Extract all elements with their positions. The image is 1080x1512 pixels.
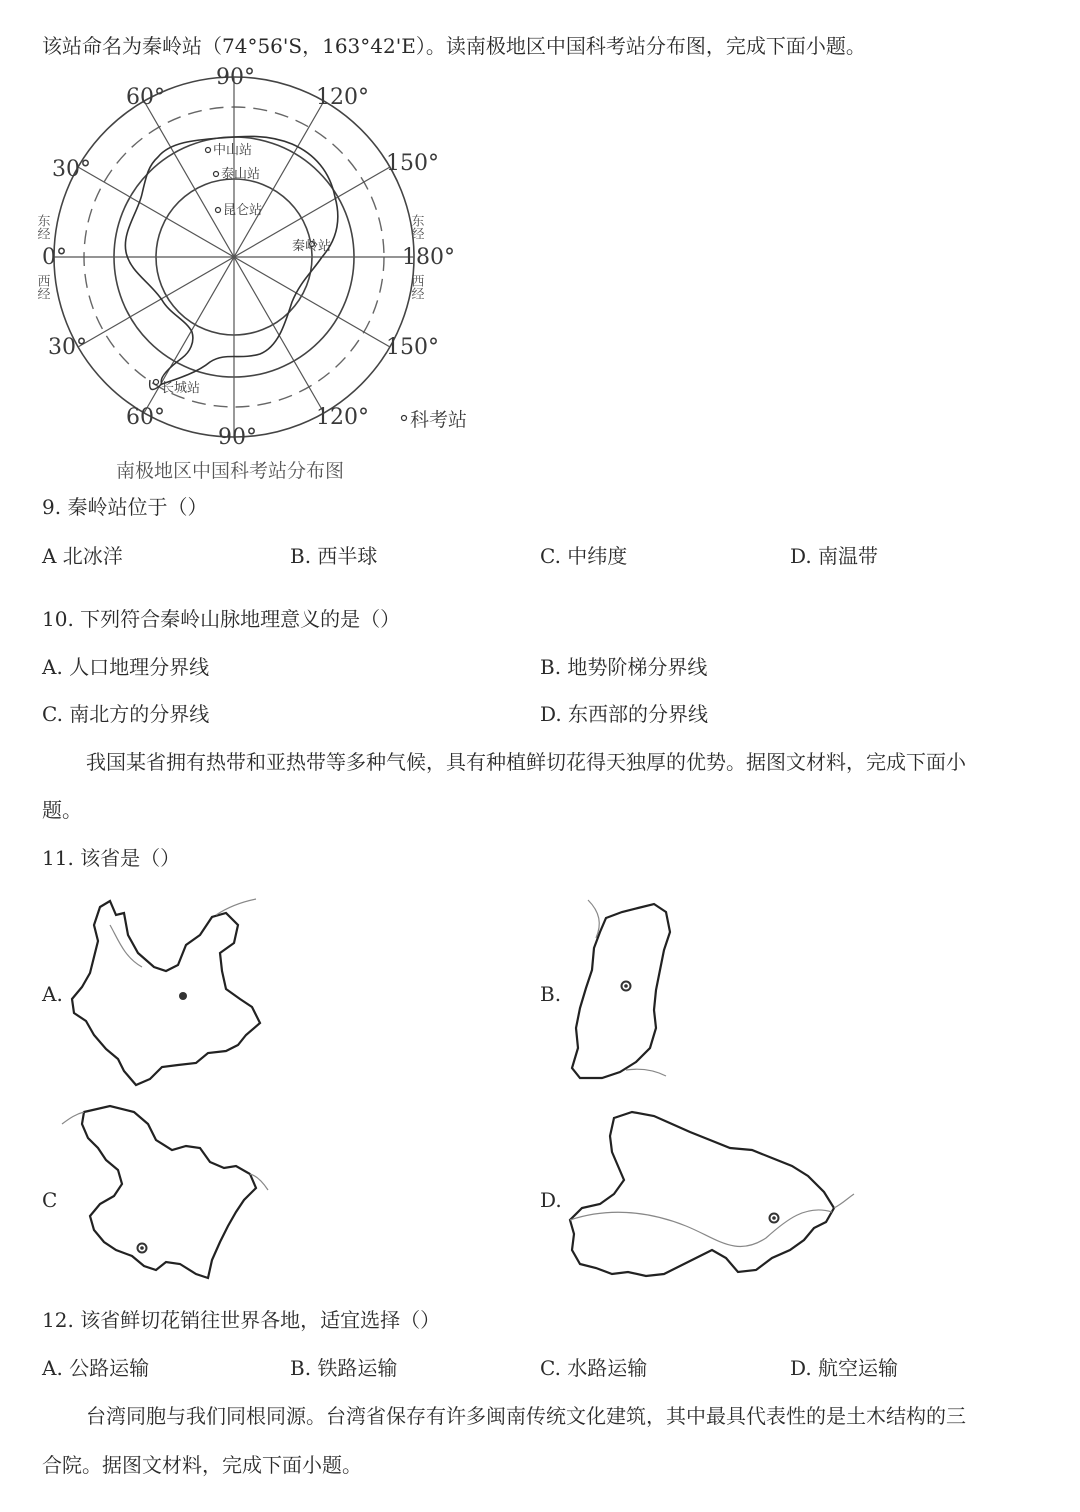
q10-option-c[interactable]: C. 南北方的分界线 [42, 702, 210, 726]
q10-option-a[interactable]: A. 人口地理分界线 [42, 655, 210, 679]
q11-label-c[interactable]: C [42, 1188, 58, 1212]
lon-top: 90° [216, 65, 255, 90]
lon-bottom-left: 60° [126, 405, 165, 430]
station-changcheng: 长城站 [161, 381, 201, 396]
q12-option-b[interactable]: B. 铁路运输 [290, 1356, 398, 1380]
q9-option-d[interactable]: D. 南温带 [790, 544, 879, 568]
intro-text: 该站命名为秦岭站（74°56'S，163°42'E）。读南极地区中国科考站分布图，完成下面小题。 [42, 34, 866, 58]
antarctic-station-map [30, 62, 500, 482]
province-map-b[interactable] [566, 898, 676, 1086]
q9-stem: 9. 秦岭站位于（） [42, 495, 208, 519]
q11-label-a[interactable]: A. [42, 982, 63, 1006]
passage2-line2: 合院。据图文材料，完成下面小题。 [42, 1453, 362, 1477]
province-map-d[interactable] [566, 1108, 856, 1280]
province-map-c[interactable] [60, 1104, 270, 1294]
passage1-line1: 我国某省拥有热带和亚热带等多种气候，具有种植鲜切花得天独厚的优势。据图文材料，完成下面小 [86, 750, 966, 774]
station-kunlun: 昆仑站 [223, 203, 263, 218]
map-caption: 南极地区中国科考站分布图 [116, 460, 345, 482]
side-east-right: 东经 [408, 214, 424, 240]
lon-lower-left: 30° [48, 335, 87, 360]
q12-option-c[interactable]: C. 水路运输 [540, 1356, 648, 1380]
province-map-a[interactable] [66, 895, 266, 1090]
q10-option-d[interactable]: D. 东西部的分界线 [540, 702, 709, 726]
passage2-line1: 台湾同胞与我们同根同源。台湾省保存有许多闽南传统文化建筑，其中最具代表性的是土木结构的三 [86, 1404, 966, 1428]
lon-bottom-right: 120° [316, 405, 369, 430]
side-west-right: 西经 [408, 274, 424, 300]
q9-option-b[interactable]: B. 西半球 [290, 544, 378, 568]
lon-bottom: 90° [218, 425, 257, 450]
q11-label-b[interactable]: B. [540, 982, 562, 1006]
lon-top-left: 60° [126, 85, 165, 110]
legend-station: 科考站 [410, 409, 468, 431]
q9-option-c[interactable]: C. 中纬度 [540, 544, 628, 568]
lon-lower-right: 150° [386, 335, 439, 360]
side-west-left: 西经 [34, 274, 50, 300]
lon-left: 0° [42, 245, 67, 270]
q10-option-b[interactable]: B. 地势阶梯分界线 [540, 655, 708, 679]
station-qinling: 秦岭站 [292, 239, 332, 254]
lon-upper-left: 30° [52, 157, 91, 182]
q11-stem: 11. 该省是（） [42, 846, 181, 870]
station-taishan: 泰山站 [221, 167, 261, 182]
side-east-left: 东经 [34, 214, 50, 240]
lon-top-right: 120° [316, 85, 369, 110]
q9-option-a[interactable]: A 北冰洋 [42, 544, 123, 568]
lon-right: 180° [402, 245, 455, 270]
passage1-line2: 题。 [42, 798, 82, 822]
q12-stem: 12. 该省鲜切花销往世界各地，适宜选择（） [42, 1308, 441, 1332]
q11-label-d[interactable]: D. [540, 1188, 562, 1212]
station-zhongshan: 中山站 [213, 143, 253, 158]
q12-option-d[interactable]: D. 航空运输 [790, 1356, 899, 1380]
q12-option-a[interactable]: A. 公路运输 [42, 1356, 150, 1380]
lon-upper-right: 150° [386, 151, 439, 176]
q10-stem: 10. 下列符合秦岭山脉地理意义的是（） [42, 607, 401, 631]
